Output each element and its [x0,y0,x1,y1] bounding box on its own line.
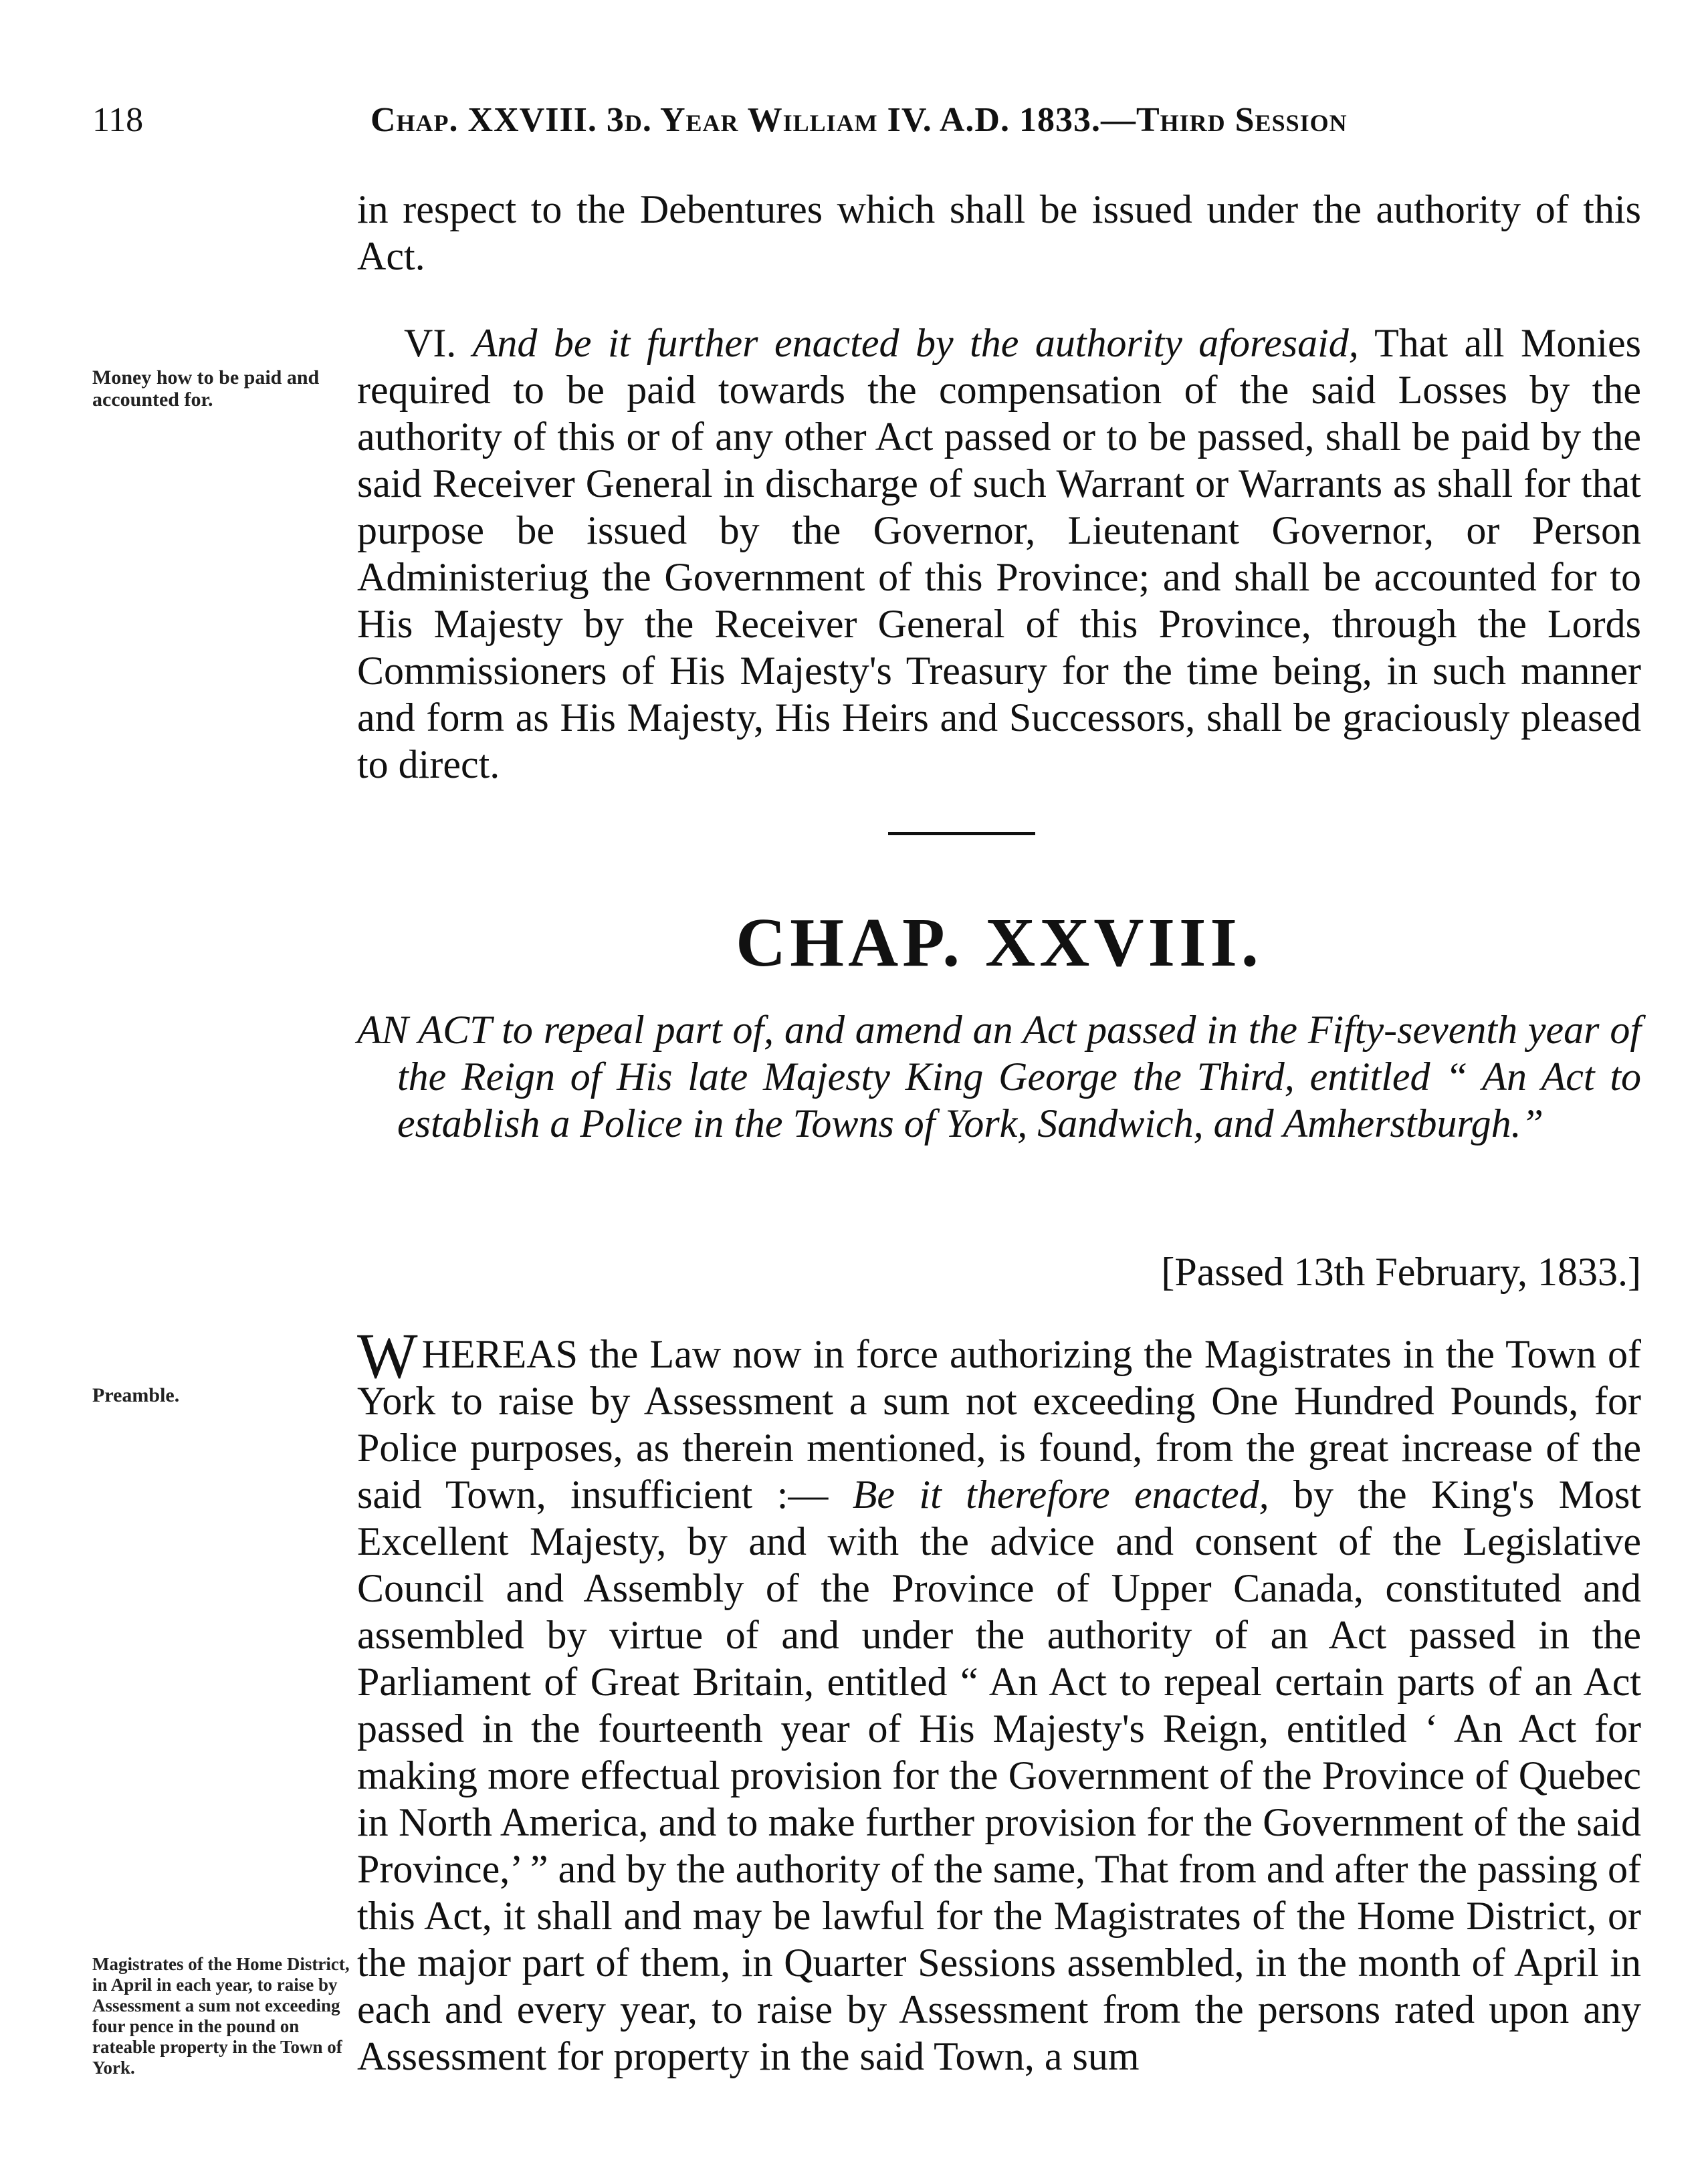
preamble-enacting-clause: Be it therefore enacted, [852,1472,1269,1517]
margin-note-magistrates: Magistrates of the Home District, in April in each year, to raise by Assessment a sum not exceeding four pence in the pound on rateable property in the Town of York. [92,1954,350,2078]
preamble-text-end: by the King's Most Excellent Majesty, by and with the advice and consent of the Legislative Council and Assembly of the Province of Upper Canada, constituted and assembled by virtue of and under the authority of an Act passed in the Parliament of Great Britain, entitled “ An Act to repeal certain parts of an Act passed in the fourteenth year of His Majesty's Reign, entitled ‘ An Act for making more effectual provision for the Government of the Province of Quebec in North America, and to make further provision for the Government of the said Province,’ ” and by the authority of the same, That from and after the passing of this Act, it shall and may be lawful for the Magistrates of the Home District, or the major part of them, in Quarter Sessions assembled, in the month of April in each and every year, to raise by Assessment from the persons rated upon any Assessment for property in the said Town, a sum [357,1472,1641,2078]
act-title-text: to repeal part of, and amend an Act passed in the Fifty-seventh year of the Reign of His late Majesty King George the Third, entitled “ An Act to establish a Police in the Towns of York, Sandwich, and Amherstburgh.” [397,1008,1642,1145]
enacting-clause: And be it further enacted by the authority aforesaid, [472,321,1359,365]
margin-note-money: Money how to be paid and accounted for. [92,366,320,411]
section-vi-text: That all Monies required to be paid towards the compensation of the said Losses by the authority of this or of any other Act passed or to be passed, shall be paid by the said Receiver General in discharge of such Warrant or Warrants as shall for that purpose be issued by the Governor, Lieutenant Governor, or Person Administeriug the Government of this Province; and shall be accounted for to His Majesty by the Receiver General of this Province, through the Lords Commissioners of His Majesty's Treasury for the time being, in such manner and form as His Majesty, His Heirs and Successors, shall be graciously pleased to direct. [357,321,1641,786]
page-header [92,100,1630,154]
section-continuation [357,186,1641,280]
passed-date: [Passed 13th February, 1833.] [1161,1250,1641,1294]
page-number: 118 [92,101,144,139]
section-divider [888,832,1035,835]
act-title [357,1006,1641,1147]
act-lead: AN ACT [357,1008,492,1052]
margin-note-preamble: Preamble. [92,1384,180,1406]
chapter-title: CHAP. XXVIII. [736,904,1263,981]
section-vi [357,320,1641,788]
continuation-text: in respect to the Debentures which shall be issued under the authority of this Act. [357,187,1641,278]
running-head: Chap. XXVIII. 3d. Year William IV. A.D. 1833.—Third Session [370,101,1348,139]
dropcap: W [357,1320,418,1392]
section-number: VI. [404,321,457,365]
preamble-text-start: HEREAS the Law now in force authorizing the Magistrates in the Town of York to raise by Assessment a sum not exceeding One Hundred Pounds, for Police purposes, as therein mentioned, is found, from the great increase of the said Town, insufficient :— [357,1332,1641,1517]
preamble [357,1320,1641,2080]
